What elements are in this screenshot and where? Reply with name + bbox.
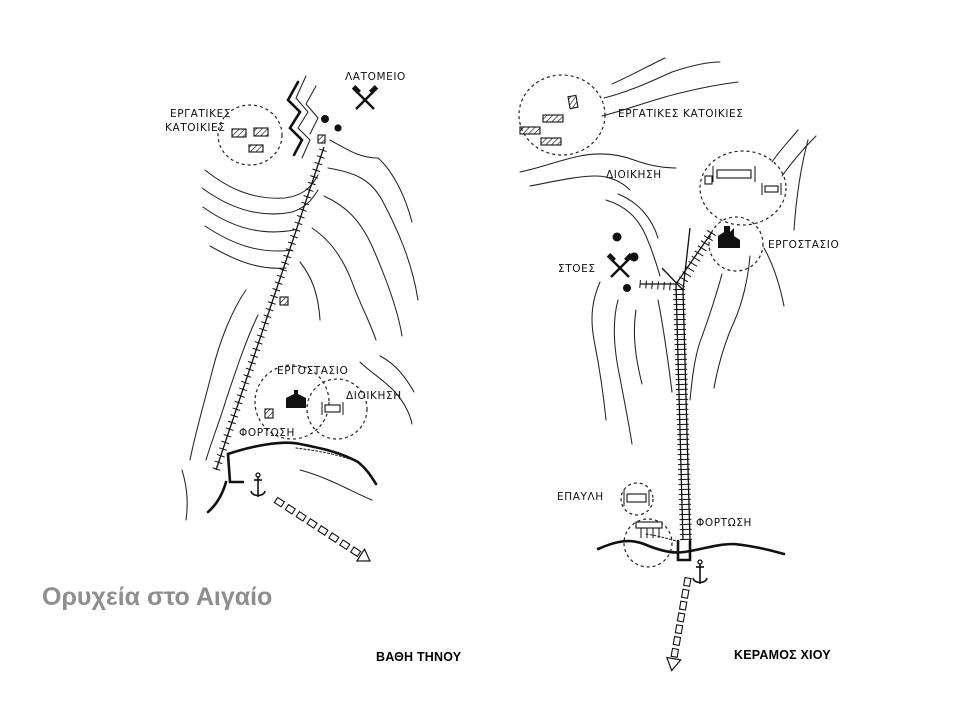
- left-map-caption: ΒΑΘΗ ΤΗΝΟΥ: [376, 650, 462, 664]
- rail-tie: [707, 230, 716, 235]
- right-residence-building: [624, 490, 649, 506]
- left-spoil-heap: [334, 124, 341, 131]
- slide-title: Ορυχεία στο Αιγαίο: [42, 583, 273, 611]
- rail-tie: [658, 281, 659, 289]
- factory-icon: [286, 390, 306, 408]
- rail-tie: [652, 281, 653, 289]
- rail-tie: [682, 272, 691, 277]
- factory-icon: [718, 226, 740, 248]
- rail-tie: [676, 283, 677, 291]
- left-factory-shed: [265, 409, 273, 418]
- label-administration: ΔΙΟΙΚΗΣΗ: [606, 169, 662, 181]
- left-station-shed: [280, 297, 288, 305]
- anchor-icon: [693, 560, 707, 584]
- left-house: [249, 145, 263, 152]
- label-quarry: ΛΑΤΟΜΕΙΟ: [345, 71, 406, 83]
- crossed-hammers-icon: [607, 253, 633, 277]
- left-coastline-south: [208, 482, 226, 512]
- label-loading: ΦΟΡΤΩΣΗ: [239, 427, 296, 439]
- crossed-hammers-icon: [352, 85, 378, 109]
- left-spoil-heap: [321, 115, 329, 123]
- left-pier: [228, 454, 243, 482]
- rail-tie: [664, 282, 665, 290]
- route-arrow-icon: [665, 577, 695, 672]
- label-workers-housing-line2: ΚΑΤΟΙΚΙΕΣ: [165, 122, 226, 134]
- left-admin-building: [322, 402, 343, 415]
- left-railway: [213, 147, 327, 470]
- right-villa-building: [636, 522, 662, 538]
- right-house: [568, 95, 578, 108]
- rail-tie: [640, 280, 641, 288]
- left-terrain: [182, 140, 418, 520]
- left-quarry-shed: [318, 135, 325, 143]
- label-factory: ΕΡΓΟΣΤΑΣΙΟ: [768, 239, 840, 251]
- label-factory: ΕΡΓΟΣΤΑΣΙΟ: [277, 365, 349, 377]
- right-map: [519, 58, 839, 672]
- left-map: [165, 71, 418, 567]
- right-house: [543, 115, 563, 122]
- right-house: [541, 138, 561, 145]
- right-gallery-entrance: [623, 284, 631, 292]
- label-residence: ΕΠΑΥΛΗ: [557, 491, 604, 503]
- label-workers-housing-line1: ΕΡΓΑΤΙΚΕΣ: [170, 108, 232, 120]
- right-house: [520, 127, 540, 134]
- left-cliff-edge: [288, 82, 302, 155]
- rail-tie: [670, 282, 671, 290]
- label-workers-housing: ΕΡΓΑΤΙΚΕΣ ΚΑΤΟΙΚΙΕΣ: [618, 108, 744, 120]
- right-gallery-entrance: [613, 233, 622, 242]
- route-arrow-icon: [272, 494, 374, 567]
- right-admin-building: [705, 166, 781, 195]
- anchor-icon: [251, 473, 265, 497]
- label-administration: ΔΙΟΙΚΗΣΗ: [346, 390, 402, 402]
- left-house: [232, 129, 246, 137]
- label-galleries: ΣΤΟΕΣ: [558, 263, 596, 275]
- label-loading: ΦΟΡΤΩΣΗ: [696, 517, 753, 529]
- right-map-caption: ΚΕΡΑΜΟΣ ΧΙΟΥ: [734, 648, 831, 662]
- left-house: [254, 128, 268, 136]
- right-railway: [640, 228, 716, 540]
- rail-tie: [646, 280, 647, 288]
